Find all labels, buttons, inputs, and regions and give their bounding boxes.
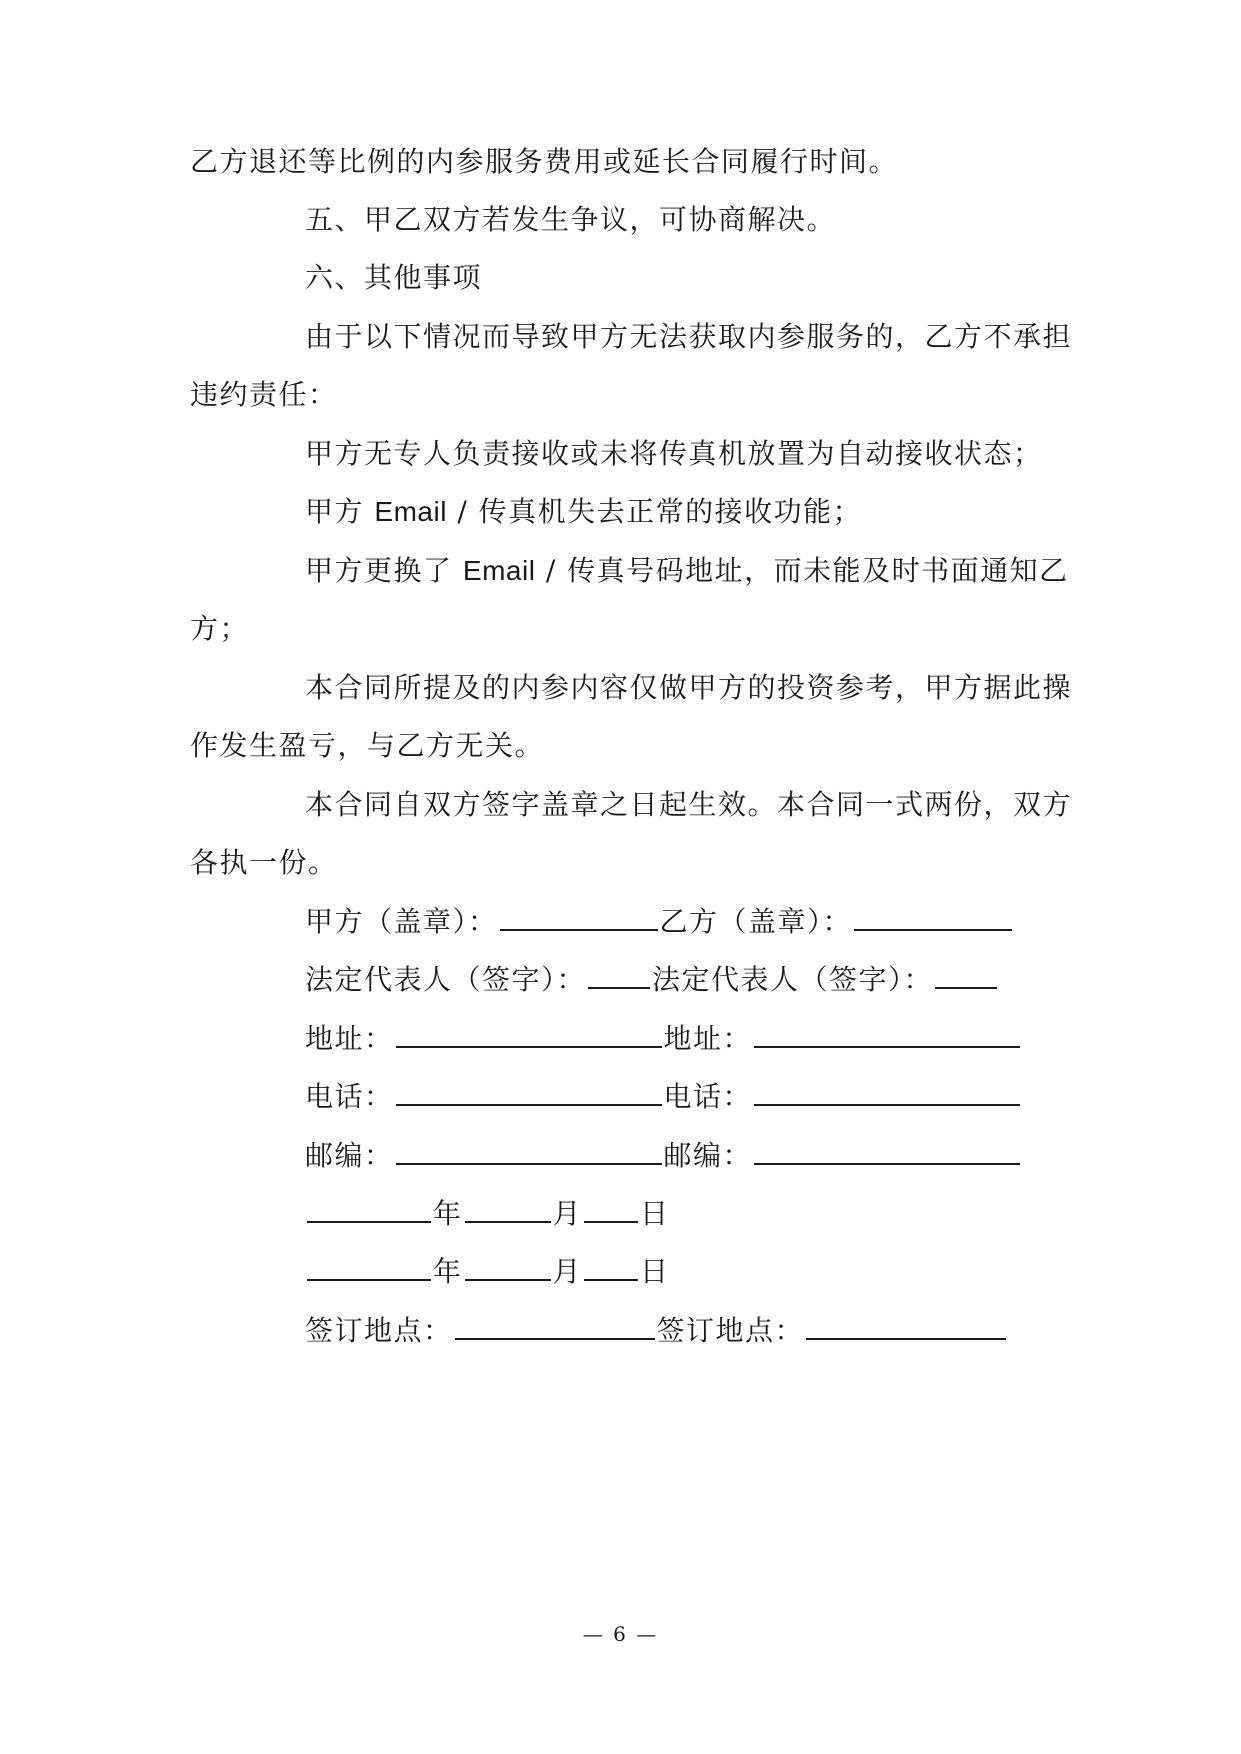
party-a-address-label: 地址： [305,1022,394,1055]
day-label: 日 [640,1197,670,1230]
paragraph-line [0,668,1241,708]
paragraph-line [0,551,1241,591]
paragraph-text: 甲方 [305,495,375,528]
year-blank[interactable] [307,1253,431,1281]
party-b-rep-blank[interactable] [935,961,997,989]
paragraph-text: 本合同所提及的内参内容仅做甲方的投资参考，甲方据此操 [305,671,1073,704]
party-b-address-blank[interactable] [754,1020,1020,1048]
party-b-sign-place-label: 签订地点： [656,1314,805,1347]
party-b-seal-label: 乙方（盖章）： [659,905,853,938]
paragraph-line [0,142,1241,182]
paragraph-text: / 传真号码地址，而未能及时书面通知乙 [535,554,1069,587]
year-blank[interactable] [307,1195,431,1223]
sign-place-row [0,1311,1241,1351]
paragraph-line [0,843,1241,883]
paragraph-line [0,785,1241,825]
paragraph-line [0,434,1241,474]
phone-row [0,1077,1241,1117]
paragraph-line [0,317,1241,357]
paragraph-line [0,375,1241,415]
party-b-postcode-blank[interactable] [754,1137,1020,1165]
date-row [0,1252,1241,1292]
paragraph-text: 方； [190,612,250,645]
section-heading: 六、其他事项 [305,261,483,294]
party-a-phone-label: 电话： [305,1080,394,1113]
party-a-seal-blank[interactable] [500,903,658,931]
month-blank[interactable] [465,1253,551,1281]
party-a-postcode-blank[interactable] [396,1137,662,1165]
paragraph-text: 作发生盈亏，与乙方无关。 [190,729,545,762]
year-label: 年 [433,1197,463,1230]
party-a-postcode-label: 邮编： [305,1139,394,1172]
email-term: Email [462,555,536,586]
party-a-phone-blank[interactable] [396,1078,662,1106]
paragraph-text: / 传真机失去正常的接收功能； [446,495,863,528]
legal-rep-row [0,960,1241,1000]
party-b-sign-place-blank[interactable] [806,1312,1006,1340]
party-b-address-label: 地址： [663,1022,753,1055]
seal-row [0,902,1241,942]
party-a-seal-label: 甲方（盖章）： [305,905,498,938]
year-label: 年 [433,1255,463,1288]
postcode-row [0,1136,1241,1176]
address-row [0,1019,1241,1059]
paragraph-text: 违约责任： [190,378,338,411]
email-term: Email [374,496,447,527]
month-blank[interactable] [465,1195,551,1223]
party-b-postcode-label: 邮编： [663,1139,753,1172]
party-a-sign-place-label: 签订地点： [305,1314,453,1347]
page-number: — 6 — [582,1622,659,1646]
paragraph-text: 甲方更换了 [305,554,463,587]
paragraph-line [0,726,1241,766]
day-label: 日 [640,1255,670,1288]
paragraph-line [0,492,1241,532]
clause-six-heading [0,258,1241,298]
party-a-sign-place-blank[interactable] [455,1312,655,1340]
paragraph-text: 由于以下情况而导致甲方无法获取内参服务的，乙方不承担 [305,320,1073,353]
paragraph-text: 本合同自双方签字盖章之日起生效。本合同一式两份，双方 [305,788,1073,821]
party-b-seal-blank[interactable] [854,903,1012,931]
party-a-address-blank[interactable] [396,1020,662,1048]
month-label: 月 [552,1255,583,1288]
day-blank[interactable] [584,1253,638,1281]
month-label: 月 [552,1197,583,1230]
day-blank[interactable] [584,1195,638,1223]
party-b-phone-blank[interactable] [754,1078,1020,1106]
paragraph-text: 五、甲乙双方若发生争议，可协商解决。 [305,203,837,236]
paragraph-text: 甲方无专人负责接收或未将传真机放置为自动接收状态； [305,437,1043,470]
paragraph-line [0,609,1241,649]
date-row [0,1194,1241,1234]
party-b-rep-label: 法定代表人（签字）： [652,963,934,996]
party-a-rep-blank[interactable] [588,961,650,989]
party-a-rep-label: 法定代表人（签字）： [305,963,587,996]
paragraph-text: 各执一份。 [190,846,338,879]
paragraph-text: 乙方退还等比例的内参服务费用或延长合同履行时间。 [190,145,899,178]
clause-five [0,200,1241,240]
party-b-phone-label: 电话： [663,1080,753,1113]
